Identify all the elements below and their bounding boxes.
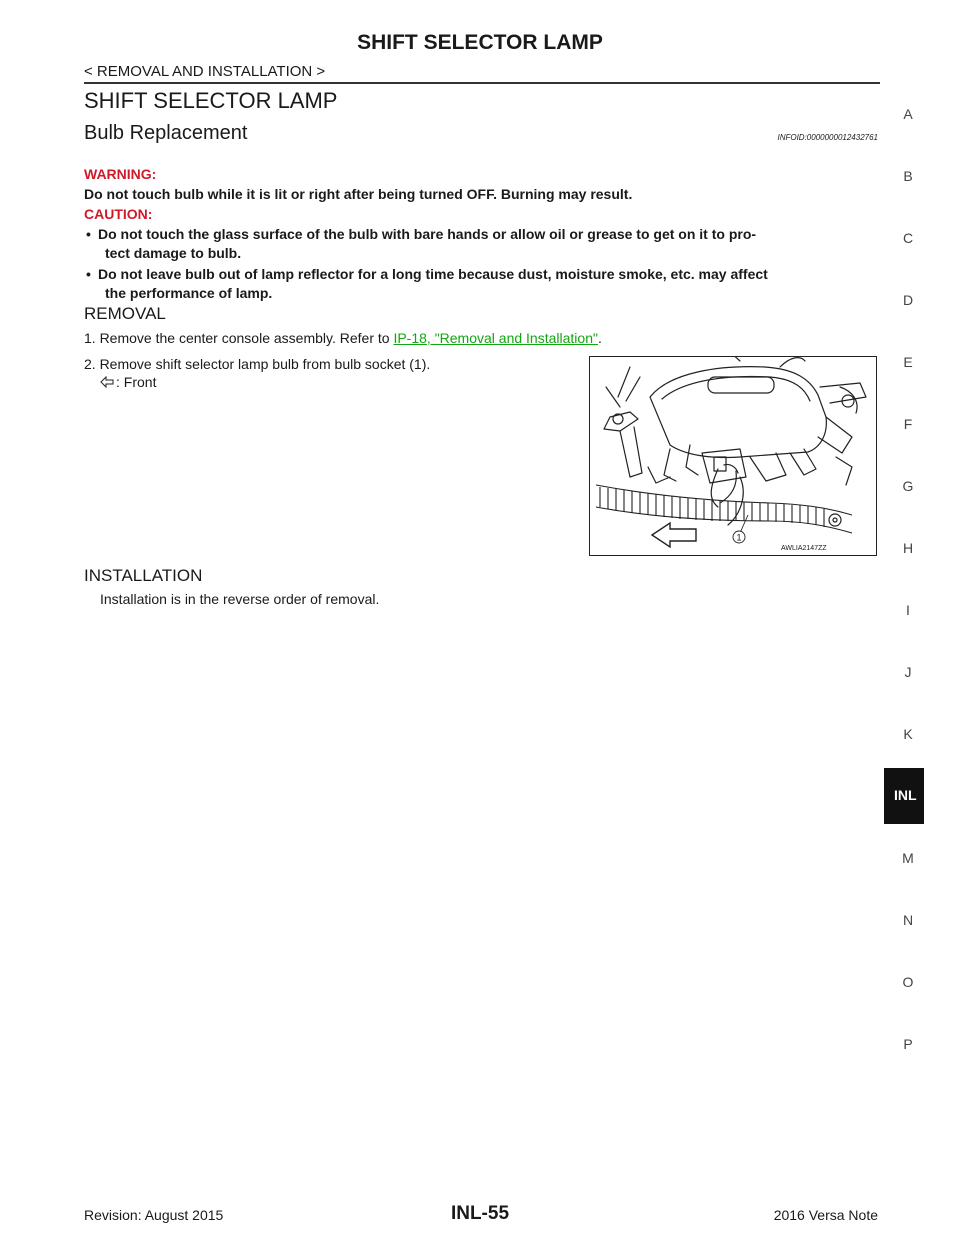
removal-step-1 (84, 330, 602, 346)
side-index-letter[interactable]: I (906, 602, 910, 618)
figure-code: AWLIA2147ZZ (781, 545, 827, 552)
side-index-letter[interactable]: B (903, 168, 913, 184)
bullet: • (86, 226, 91, 242)
footer-model: 2016 Versa Note (773, 1207, 878, 1223)
side-index-letter[interactable]: D (902, 292, 914, 308)
shift-selector-illustration (589, 356, 877, 556)
warning-text: Do not touch bulb while it is lit or right after being turned OFF. Burning may result. (84, 186, 633, 202)
side-index-letter[interactable]: M (902, 850, 914, 866)
front-arrow-icon (100, 376, 114, 388)
front-legend: : Front (116, 374, 157, 390)
side-index-letter[interactable]: K (903, 726, 913, 742)
side-index-letter[interactable]: O (902, 974, 914, 990)
bullet: • (86, 266, 91, 282)
callout-number: 1 (736, 532, 742, 543)
caution-text-line: the performance of lamp. (105, 285, 273, 301)
side-index-letter[interactable]: J (904, 664, 912, 680)
removal-step-2: 2. Remove shift selector lamp bulb from bulb socket (1). (84, 356, 431, 372)
section-title: SHIFT SELECTOR LAMP (84, 88, 338, 113)
breadcrumb: < REMOVAL AND INSTALLATION > (84, 63, 326, 80)
caution-label: CAUTION: (84, 206, 153, 222)
side-index-active-label: INL (894, 787, 917, 803)
side-index-letter[interactable]: E (903, 354, 913, 370)
illustration-drawing (590, 357, 877, 556)
side-index-letter[interactable]: A (903, 106, 913, 122)
caution-text-line: tect damage to bulb. (105, 245, 242, 261)
footer-page-number: INL-55 (450, 1203, 510, 1224)
warning-label: WARNING: (84, 166, 157, 182)
subsection-title: Bulb Replacement (84, 122, 248, 144)
footer-revision: Revision: August 2015 (84, 1207, 224, 1223)
step-text: 1. Remove the center console assembly. Refer to (84, 330, 394, 346)
side-index-letter[interactable]: F (903, 416, 913, 432)
caution-text-line: Do not touch the glass surface of the bulb with bare hands or allow oil or grease to get on it to pro- (98, 226, 757, 242)
side-index-letter[interactable]: G (902, 478, 914, 494)
side-index-letter[interactable]: C (902, 230, 914, 246)
side-index-letter[interactable]: N (902, 912, 914, 928)
side-index-letter[interactable]: H (902, 540, 914, 556)
side-index-active-tab[interactable] (884, 768, 924, 824)
info-id: INFOID:0000000012432761 (777, 133, 878, 142)
installation-heading: INSTALLATION (84, 566, 203, 585)
front-direction-arrow-icon (652, 523, 696, 547)
caution-text-line: Do not leave bulb out of lamp reflector for a long time because dust, moisture smoke, etc. may affect (98, 266, 768, 282)
removal-heading: REMOVAL (84, 304, 166, 323)
header-divider (84, 82, 880, 84)
step-text: . (597, 330, 602, 346)
installation-text: Installation is in the reverse order of removal. (100, 591, 380, 607)
side-index-letter[interactable]: P (903, 1036, 913, 1052)
page-header-title: SHIFT SELECTOR LAMP (357, 31, 603, 54)
reference-link[interactable]: IP-18, "Removal and Installation" (393, 330, 598, 346)
